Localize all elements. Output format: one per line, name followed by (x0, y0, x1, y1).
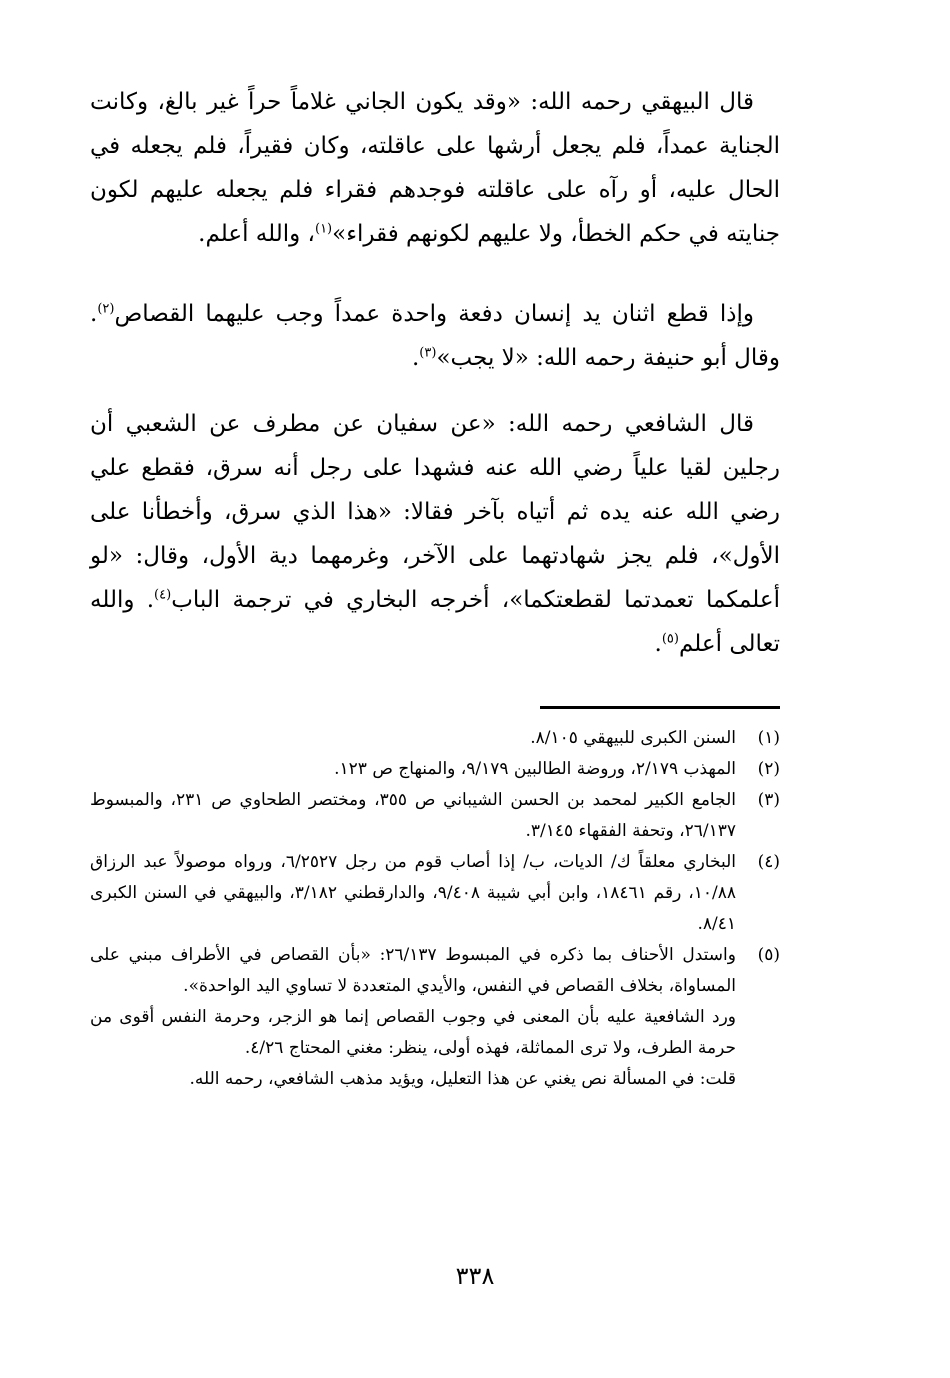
footnote-ref[interactable]: (١) (314, 221, 333, 237)
footnote-number: (٤) (757, 852, 780, 872)
footnote-number: (١) (757, 728, 780, 748)
footnote-item (90, 723, 780, 754)
footnote-text: واستدل الأحناف بما ذكره في المبسوط ٢٦/١٣٧: «بأن القصاص في الأطراف مبني على المساواة، بخلاف القصاص في النفس، والأيدي المتعددة لا تساوي اليد الواحدة». (90, 945, 736, 996)
footnote-ref[interactable]: (٤) (154, 587, 172, 603)
footnote-text: السنن الكبرى للبيهقي ٨/١٠٥. (530, 728, 736, 748)
footnote-note: قلت: في المسألة نص يغني عن هذا التعليل، ويؤيد مذهب الشافعي، رحمه الله. (189, 1069, 736, 1089)
paragraph-tail: . (654, 631, 662, 657)
footnote-continuation: ورد الشافعية عليه بأن المعنى في وجوب القصاص إنما هو الزجر، وحرمة النفس أقوى من حرمة الطرف، ولا ترى المماثلة، فهذه أولى، ينظر: مغني المحتاج ٤/٢٦. (90, 1007, 736, 1058)
footnote-text: البخاري معلقاً ك/ الديات، ب/ إذا أصاب قوم من رجل ٦/٢٥٢٧، ورواه موصولاً عبد الرزاق ١٠/٨٨، رقم ١٨٤٦١، وابن أبي شيبة ٩/٤٠٨، والدارقطني ٣/١٨٢، والبيهقي في السنن الكبرى ٨/٤١. (90, 852, 736, 934)
footnote-text: المهذب ٢/١٧٩، وروضة الطالبين ٩/١٧٩، والمنهاج ص ١٢٣. (334, 759, 736, 779)
paragraph-text: قال الشافعي رحمه الله: «عن سفيان عن مطرف عن الشعبي أن رجلين لقيا علياً رضي الله عنه فشهدا على رجل أنه سرق، فقطع علي رضي الله عنه يده ثم أتياه بآخر فقالا: «هذا الذي سرق، وأخطأنا على الأول»، فلم يجز شهادتهما على الآخر، وغرمهما دية الأول، وقال: «لو أعلمكما تعمدتما لقطعتكما»، أخرجه البخاري في ترجمة الباب (90, 411, 780, 613)
footnote-item (90, 847, 780, 940)
footnote-divider (540, 706, 780, 709)
footnote-ref[interactable]: (٢) (97, 301, 115, 317)
paragraph-text: . والله تعالى أعلم (90, 587, 780, 657)
page-body (90, 80, 780, 1095)
footnote-ref[interactable]: (٣) (419, 345, 437, 361)
paragraph-text: . وقال أبو حنيفة رحمه الله: «لا يجب» (90, 301, 780, 371)
footnote-item (90, 940, 780, 1002)
paragraph-shafii (90, 402, 780, 666)
paragraph-tail: . (411, 345, 420, 371)
paragraph-bayhaqi (90, 80, 780, 256)
footnote-text: الجامع الكبير لمحمد بن الحسن الشيباني ص ٣٥٥، ومختصر الطحاوي ص ٢٣١، والمبسوط ٢٦/١٣٧، وتحفة الفقهاء ٣/١٤٥. (90, 790, 736, 841)
footnote-item (90, 754, 780, 785)
footnote-number: (٣) (757, 790, 780, 810)
footnote-ref[interactable]: (٥) (661, 631, 679, 647)
paragraph-tail: ، والله أعلم. (198, 221, 315, 247)
footnote-number: (٥) (757, 945, 780, 965)
page-number: ٣٣٨ (455, 1262, 495, 1290)
footnote-item (90, 785, 780, 847)
paragraph-issue (90, 292, 780, 380)
paragraph-text: قال البيهقي رحمه الله: «وقد يكون الجاني غلاماً حراً غير بالغ، وكانت الجناية عمداً، فلم يجعل أرشها على عاقلته، وكان فقيراً، فلم يجعله في الحال عليه، أو رآه على عاقلته فوجدهم فقراء فلم يجعله عليهم لكون جنايته في حكم الخطأ، ولا عليهم لكونهم فقراء» (90, 89, 780, 247)
paragraph-text: وإذا قطع اثنان يد إنسان دفعة واحدة عمداً وجب عليهما القصاص (114, 301, 754, 327)
footnotes (90, 723, 780, 1095)
footnote-number: (٢) (757, 759, 780, 779)
